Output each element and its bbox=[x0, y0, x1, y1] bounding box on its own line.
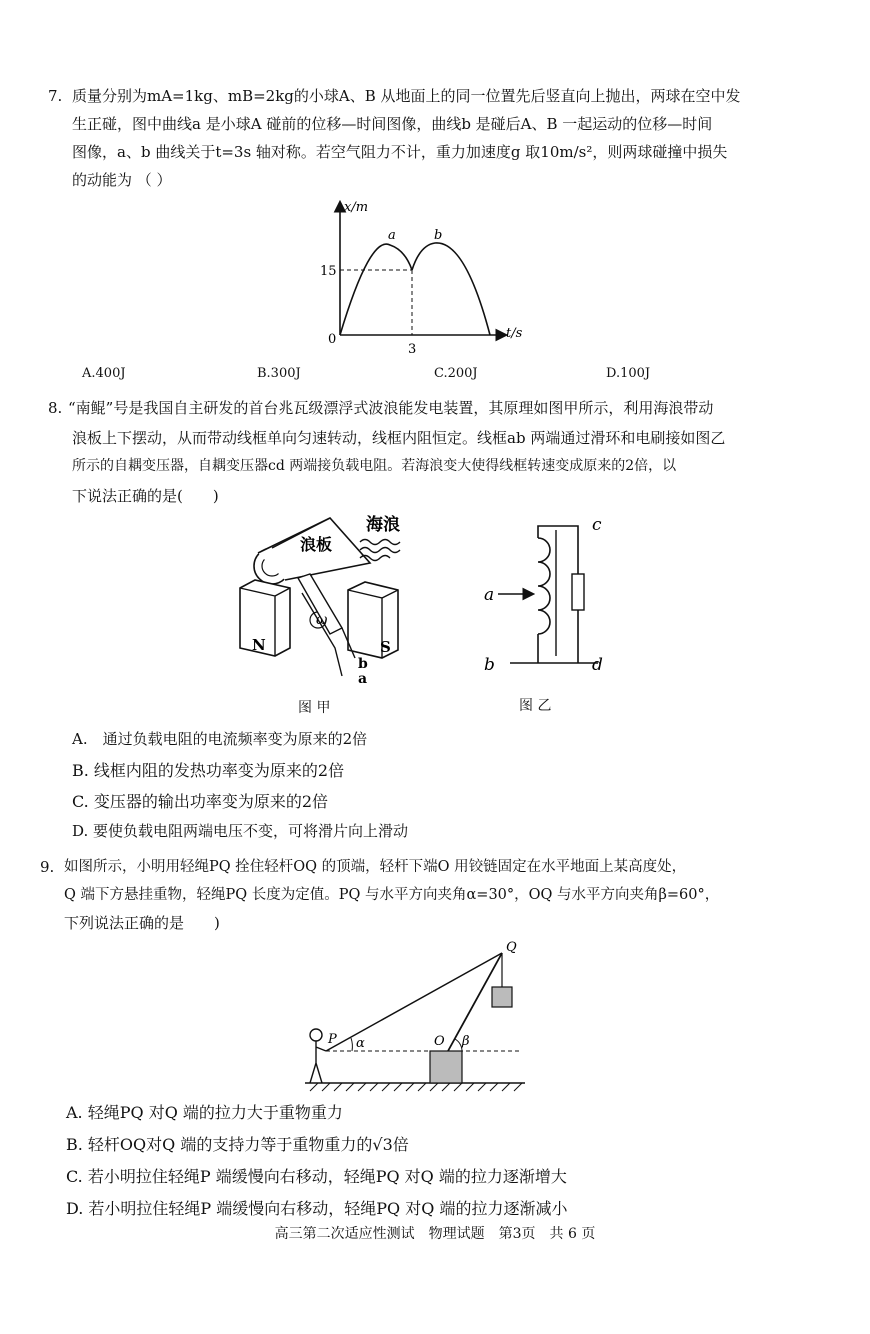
person-head-icon bbox=[310, 1029, 322, 1041]
q8-yi-terminal-d: d bbox=[592, 655, 603, 675]
q8-board-label: 浪板 bbox=[300, 535, 333, 554]
q8-fig-jia-caption: 图 甲 bbox=[298, 700, 331, 716]
q8-stem-line1: “南鲲”号是我国自主研发的首台兆瓦级漂浮式波浪能发电装置，其原理如图甲所示，利用海浪带动 bbox=[68, 399, 714, 417]
q8-yi-terminal-b: b bbox=[484, 655, 495, 675]
q7-x-tick-3: 3 bbox=[408, 342, 417, 357]
q8-stem-line4: 下说法正确的是( ) bbox=[72, 487, 219, 505]
q7-number: 7. bbox=[48, 87, 63, 105]
hinge-base-icon bbox=[430, 1051, 462, 1083]
q7-stem-line4: 的动能为 （ ） bbox=[72, 171, 172, 189]
q8-figure-jia bbox=[230, 508, 430, 690]
q8-jia-terminal-b: b bbox=[358, 656, 368, 672]
q7-option-d: D.100J bbox=[606, 366, 651, 381]
q7-y-tick-15: 15 bbox=[320, 264, 337, 279]
q9-option-b: B. 轻杆OQ对Q 端的支持力等于重物重力的√3倍 bbox=[66, 1135, 409, 1154]
q9-figure bbox=[300, 935, 540, 1095]
q8-yi-terminal-a: a bbox=[484, 585, 495, 605]
q8-stem-line2: 浪板上下摆动，从而带动线框单向匀速转动，线框内阻恒定。线框ab 两端通过滑环和电刷接如图乙 bbox=[72, 429, 726, 447]
q8-fig-yi-caption: 图 乙 bbox=[519, 698, 552, 714]
q8-option-c: C. 变压器的输出功率变为原来的2倍 bbox=[72, 792, 329, 811]
q8-figure-yi bbox=[470, 508, 610, 688]
q8-omega-label: ω bbox=[316, 612, 328, 628]
q8-option-b: B. 线框内阻的发热功率变为原来的2倍 bbox=[72, 761, 345, 780]
q9-label-O: O bbox=[434, 1034, 445, 1049]
q8-yi-terminal-c: c bbox=[592, 515, 602, 535]
q7-option-a: A.400J bbox=[82, 366, 126, 381]
q8-wave-label: 海浪 bbox=[366, 515, 400, 535]
q9-option-c: C. 若小明拉住轻绳P 端缓慢向右移动，轻绳PQ 对Q 端的拉力逐渐增大 bbox=[66, 1167, 567, 1186]
person-body-icon bbox=[310, 1041, 326, 1083]
ground-hatch-icon bbox=[310, 1083, 522, 1091]
q9-label-alpha: α bbox=[356, 1036, 365, 1051]
q9-stem-line2: Q 端下方悬挂重物，轻绳PQ 长度为定值。PQ 与水平方向夹角α=30°，OQ 与水平方向夹角β=60°， bbox=[64, 887, 720, 903]
q7-curve-b-label: b bbox=[434, 228, 443, 243]
q7-y-axis-label: x/m bbox=[344, 200, 369, 215]
page-footer: 高三第二次适应性测试 物理试题 第3页 共 6 页 bbox=[274, 1226, 596, 1242]
q8-stem-line3: 所示的自耦变压器，自耦变压器cd 两端接负载电阻。若海浪变大使得线框转速变成原来的2倍，以 bbox=[72, 458, 677, 474]
q9-option-a: A. 轻绳PQ 对Q 端的拉力大于重物重力 bbox=[66, 1103, 343, 1122]
q8-option-a: A. 通过负载电阻的电流频率变为原来的2倍 bbox=[72, 730, 368, 748]
q9-label-beta: β bbox=[462, 1034, 470, 1049]
q7-stem-line1: 质量分别为mA=1kg、mB=2kg的小球A、B 从地面上的同一位置先后竖直向上抛出，两球在空中发 bbox=[72, 87, 741, 105]
q9-stem-line3: 下列说法正确的是 ) bbox=[64, 914, 220, 932]
q9-label-P: P bbox=[328, 1032, 337, 1047]
q7-origin-label: 0 bbox=[328, 332, 337, 347]
q9-stem-line1: 如图所示，小明用轻绳PQ 拴住轻杆OQ 的顶端，轻杆下端O 用铰链固定在水平地面上某高度处， bbox=[64, 859, 687, 875]
q9-option-d: D. 若小明拉住轻绳P 端缓慢向右移动，轻绳PQ 对Q 端的拉力逐渐减小 bbox=[66, 1199, 568, 1218]
q7-option-b: B.300J bbox=[257, 366, 301, 381]
q8-option-d: D. 要使负载电阻两端电压不变，可将滑片向上滑动 bbox=[72, 822, 409, 840]
q8-number: 8. bbox=[48, 399, 63, 417]
q7-curve-a-label: a bbox=[388, 228, 396, 243]
q8-s-pole-label: S bbox=[380, 638, 391, 656]
q9-number: 9. bbox=[40, 858, 55, 876]
q7-stem-line3: 图像，a、b 曲线关于t=3s 轴对称。若空气阻力不计，重力加速度g 取10m/s²，则两球碰撞中损失 bbox=[72, 143, 728, 161]
q9-label-Q: Q bbox=[506, 940, 517, 955]
q7-option-c: C.200J bbox=[434, 366, 478, 381]
q8-n-pole-label: N bbox=[252, 636, 266, 654]
load-resistor-icon bbox=[572, 574, 584, 610]
q7-stem-line2: 生正碰，图中曲线a 是小球A 碰前的位移—时间图像，曲线b 是碰后A、B 一起运动的位移—时间 bbox=[72, 115, 713, 133]
q8-jia-terminal-a: a bbox=[358, 671, 368, 687]
q7-x-axis-label: t/s bbox=[506, 326, 523, 341]
hanging-weight-icon bbox=[492, 987, 512, 1007]
q7-position-time-graph bbox=[300, 195, 530, 365]
